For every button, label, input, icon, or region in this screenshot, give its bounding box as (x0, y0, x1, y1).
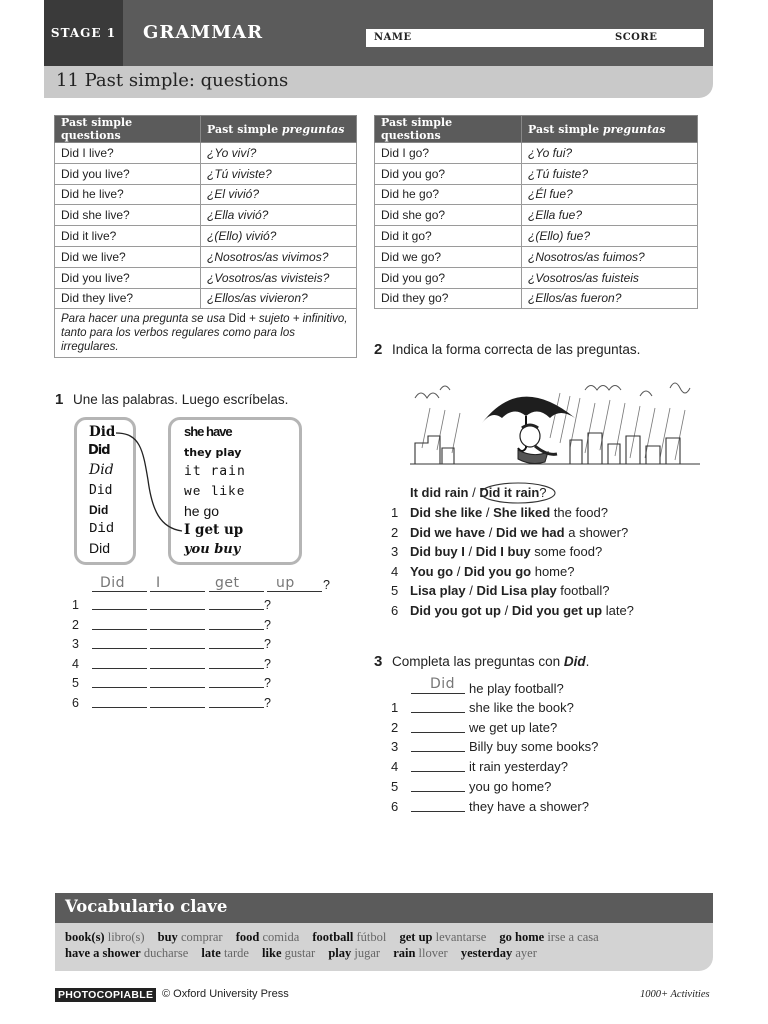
exercise-1-number: 1 (55, 391, 64, 408)
option-a[interactable]: Did we have (410, 524, 486, 540)
vocab-word: go home (499, 930, 545, 944)
did-word: Did (89, 462, 114, 478)
option-b[interactable]: Did I buy (475, 544, 531, 559)
choice-question: You go / Did you go home? (410, 563, 575, 579)
vocab-word: play (328, 946, 352, 960)
item-number: 4 (391, 759, 399, 775)
item-number: 5 (72, 676, 79, 690)
english-question: Did you live? (55, 267, 201, 288)
did-word: Did (89, 521, 115, 537)
spanish-question: ¿Ella fue? (522, 205, 698, 226)
section-title: GRAMMAR (143, 22, 264, 43)
exercise-3-example-text: he play football? (469, 681, 564, 696)
answer-blank[interactable] (411, 791, 465, 792)
item-number: 1 (391, 700, 399, 715)
english-question: Did I live? (55, 143, 201, 164)
choice-question: Did buy I / Did I buy some food? (410, 544, 603, 559)
spanish-question: ¿Tú viviste? (201, 163, 357, 184)
item-number: 5 (391, 778, 399, 794)
option-b[interactable]: Did we had (495, 524, 565, 540)
question-text: they have a shower? (469, 798, 589, 814)
answer-circle (480, 481, 558, 505)
vocab-translation: ayer (515, 946, 537, 960)
answer-line (92, 591, 147, 592)
vocab-word: late (201, 946, 221, 960)
english-question: Did they go? (375, 288, 522, 309)
english-question: Did he go? (375, 184, 522, 205)
question-mark: ? (264, 656, 271, 671)
vocabulary-title: Vocabulario clave (55, 893, 713, 923)
answer-blank[interactable] (411, 732, 465, 733)
answer-blank[interactable] (150, 609, 205, 610)
item-number: 6 (72, 695, 79, 710)
book-title: 1000+ Activities (640, 989, 710, 1000)
answer-blank[interactable] (92, 687, 147, 688)
did-word: Did (88, 443, 110, 458)
exercise-2-number: 2 (374, 341, 383, 358)
spanish-question: ¿Ellos/as vivieron? (201, 288, 357, 309)
choice-question: Did we have / Did we had a shower? (410, 524, 629, 540)
english-question: Did you go? (375, 163, 522, 184)
phrase-word: it rain (184, 464, 246, 479)
answer-blank[interactable] (150, 629, 205, 630)
answer-blank[interactable] (411, 751, 465, 752)
vocab-word: have a shower (65, 946, 141, 960)
exercise-2-example: It did rain / Did it rain? (410, 485, 547, 500)
spanish-question: ¿Nosotros/as fuimos? (522, 246, 698, 267)
question-mark: ? (323, 578, 330, 592)
option-a[interactable]: Did buy I (410, 544, 465, 559)
vocab-word: get up (399, 930, 433, 944)
spanish-question: ¿Tú fuiste? (522, 163, 698, 184)
exercise-1-instruction: Une las palabras. Luego escríbelas. (73, 392, 289, 407)
option-a[interactable]: Lisa play (410, 583, 466, 598)
answer-blank[interactable] (411, 712, 465, 713)
vocabulary-line (65, 945, 703, 961)
vocab-word: yesterday (460, 946, 513, 960)
grammar-note: Para hacer una pregunta se usa Did + sujeto + infinitivo, tanto para los verbos regulares como para los irregulares. (54, 308, 357, 358)
answer-blank[interactable] (411, 771, 465, 772)
answer-blank[interactable] (411, 811, 465, 812)
spanish-question: ¿Ellos/as fueron? (522, 288, 698, 309)
answer-blank[interactable] (150, 707, 205, 708)
item-number: 2 (391, 524, 399, 540)
answer-blank[interactable] (92, 609, 147, 610)
spanish-question: ¿Yo fui? (522, 143, 698, 164)
exercise-3-number: 3 (374, 653, 383, 670)
item-number: 4 (72, 656, 79, 671)
name-label: NAME (374, 32, 412, 43)
answer-blank[interactable] (209, 609, 264, 610)
spanish-question: ¿Ella vivió? (201, 205, 357, 226)
table-header-en: Past simple questions (375, 116, 522, 143)
spanish-question: ¿Vosotros/as fuisteis (522, 267, 698, 288)
option-b[interactable]: Did Lisa play (476, 583, 557, 598)
did-word: Did (89, 540, 111, 556)
question-text: we get up late? (469, 719, 558, 735)
english-question: Did she go? (375, 205, 522, 226)
english-question: Did I go? (375, 143, 522, 164)
vocab-translation: fútbol (356, 930, 387, 944)
english-question: Did we go? (375, 246, 522, 267)
question-mark: ? (264, 598, 271, 612)
vocabulary-line (65, 929, 703, 945)
handwritten-answer: Did (430, 676, 456, 692)
option-a[interactable]: Did she like (410, 505, 483, 520)
phrase-word: I get up (184, 522, 244, 538)
item-number: 3 (391, 544, 399, 559)
vocab-translation: comida (262, 930, 300, 944)
answer-blank[interactable] (92, 707, 147, 708)
english-question: Did she live? (55, 205, 201, 226)
vocab-translation: levantarse (435, 930, 487, 944)
did-word: Did (89, 424, 116, 440)
vocab-word: football (312, 930, 354, 944)
spanish-question: ¿Él fue? (522, 184, 698, 205)
item-number: 3 (72, 637, 79, 651)
vocab-word: book(s) (65, 930, 105, 944)
answer-blank[interactable] (92, 648, 147, 649)
phrase-word: we like (184, 484, 246, 499)
choice-question: Did you got up / Did you get up late? (410, 602, 634, 618)
answer-blank[interactable] (209, 648, 264, 649)
option-a[interactable]: Did you got up (410, 602, 501, 618)
handwritten-answer: I (156, 575, 161, 591)
answer-blank[interactable] (92, 629, 147, 630)
answer-blank[interactable] (92, 668, 147, 669)
spanish-question: ¿El vivió? (201, 184, 357, 205)
vocab-translation: comprar (180, 930, 223, 944)
phrase-word: she have (184, 424, 232, 439)
answer-blank[interactable] (150, 687, 205, 688)
answer-line (150, 591, 205, 592)
option-b[interactable]: She liked (493, 505, 551, 520)
choice-question: Did she like / She liked the food? (410, 505, 608, 520)
option-b[interactable]: Did you get up (511, 602, 603, 618)
vocab-translation: jugar (354, 946, 381, 960)
answer-line (411, 693, 465, 694)
answer-blank[interactable] (209, 668, 264, 669)
answer-blank[interactable] (209, 707, 264, 708)
stage-label: STAGE 1 (44, 0, 123, 66)
phrase-word: you buy (184, 542, 241, 557)
answer-blank[interactable] (209, 629, 264, 630)
question-mark: ? (264, 676, 271, 690)
handwritten-answer: up (276, 575, 295, 591)
vocab-translation: tarde (223, 946, 249, 960)
choice-question: Lisa play / Did Lisa play football? (410, 583, 610, 598)
publisher-credit: © Oxford University Press (162, 988, 289, 1000)
vocab-translation: irse a casa (547, 930, 599, 944)
spanish-question: ¿Nosotros/as vivimos? (201, 246, 357, 267)
vocab-word: like (262, 946, 282, 960)
vocabulary-list (55, 923, 713, 971)
table-header-en: Past simple questions (55, 116, 201, 143)
did-word: Did (89, 483, 113, 498)
spanish-question: ¿Vosotros/as vivisteis? (201, 267, 357, 288)
question-text: Billy buy some books? (469, 739, 599, 755)
phrase-word: he go (184, 503, 220, 519)
answer-blank[interactable] (209, 687, 264, 688)
umbrella-rain-illustration (410, 378, 700, 468)
vocab-word: rain (393, 946, 416, 960)
question-mark: ? (264, 695, 271, 710)
exercise-2-instruction: Indica la forma correcta de las preguntas. (392, 342, 641, 357)
photocopiable-badge: PHOTOCOPIABLE (55, 988, 156, 1002)
vocab-translation: llover (418, 946, 448, 960)
item-number: 4 (391, 563, 399, 579)
phrase-word: they play (184, 446, 242, 459)
question-mark: ? (264, 637, 271, 651)
option-b[interactable]: Did you go (463, 563, 532, 579)
item-number: 1 (72, 598, 79, 612)
question-text: she like the book? (469, 700, 574, 715)
handwritten-answer: get (215, 575, 240, 591)
english-question: Did we live? (55, 246, 201, 267)
item-number: 6 (391, 798, 399, 814)
question-mark: ? (264, 617, 271, 632)
spanish-question: ¿(Ello) vivió? (201, 226, 357, 247)
vocab-translation: libro(s) (107, 930, 145, 944)
vocab-translation: ducharse (143, 946, 189, 960)
spanish-question: ¿(Ello) fue? (522, 226, 698, 247)
english-question: Did you live? (55, 163, 201, 184)
question-text: you go home? (469, 778, 552, 794)
answer-line (267, 591, 322, 592)
table-header-es: Past simple preguntas (522, 116, 698, 143)
exercise-3-instruction: Completa las preguntas con Did. (392, 654, 590, 669)
english-question: Did it go? (375, 226, 522, 247)
spanish-question: ¿Yo viví? (201, 143, 357, 164)
question-text: it rain yesterday? (469, 759, 568, 775)
english-question: Did they live? (55, 288, 201, 309)
item-number: 2 (391, 719, 399, 735)
unit-title: 11 Past simple: questions (56, 70, 289, 91)
answer-blank[interactable] (150, 648, 205, 649)
handwritten-answer: Did (100, 575, 126, 591)
answer-blank[interactable] (150, 668, 205, 669)
item-number: 3 (391, 739, 399, 755)
item-number: 1 (391, 505, 399, 520)
table-header-es: Past simple preguntas (201, 116, 357, 143)
english-question: Did it live? (55, 226, 201, 247)
score-label: SCORE (615, 32, 658, 43)
item-number: 5 (391, 583, 399, 598)
vocab-translation: gustar (284, 946, 316, 960)
did-word: Did (89, 503, 109, 517)
vocab-word: food (235, 930, 260, 944)
english-question: Did he live? (55, 184, 201, 205)
vocab-word: buy (157, 930, 178, 944)
item-number: 2 (72, 617, 79, 632)
answer-line (209, 591, 264, 592)
option-a[interactable]: You go (410, 563, 454, 579)
english-question: Did you go? (375, 267, 522, 288)
item-number: 6 (391, 602, 399, 618)
